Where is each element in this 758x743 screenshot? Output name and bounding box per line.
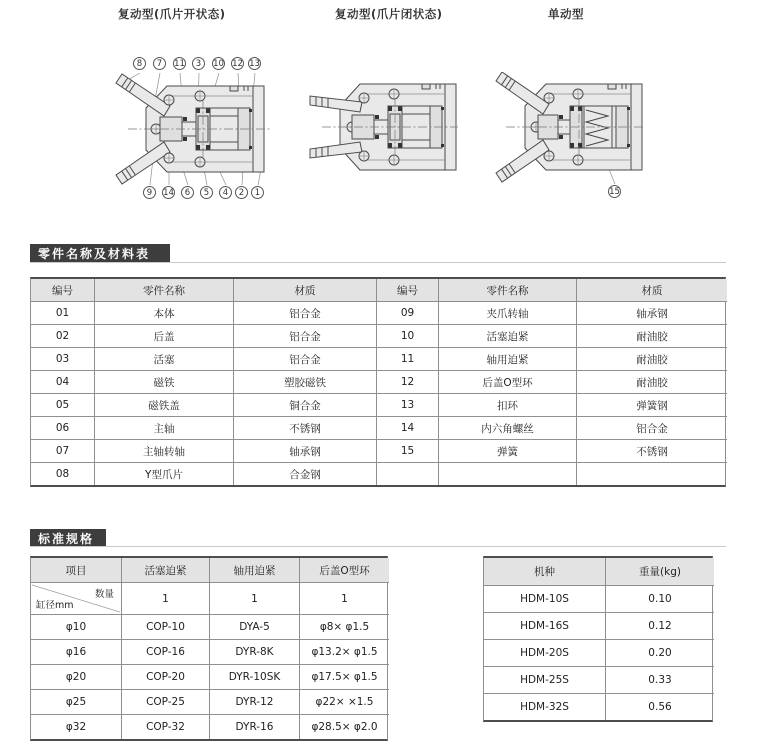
table-cell: 04: [31, 370, 94, 393]
table-cell: HDM-25S: [484, 666, 605, 693]
part-callout: 7: [153, 57, 166, 70]
table-cell: 塑胶磁铁: [233, 370, 376, 393]
table-cell: 耐油胶: [576, 347, 727, 370]
column-header: 活塞迫紧: [121, 558, 209, 582]
table-cell: 15: [376, 439, 438, 462]
table-cell: 扣环: [438, 393, 576, 416]
table-cell: 耐油胶: [576, 324, 727, 347]
table-cell: φ8× φ1.5: [299, 614, 389, 639]
table-cell: 轴用迫紧: [438, 347, 576, 370]
table-cell: 铝合金: [576, 416, 727, 439]
gripper-section-drawing-closed: [308, 72, 460, 182]
table-cell: 夹爪转轴: [438, 301, 576, 324]
table-cell: φ16: [31, 639, 121, 664]
table-cell: φ13.2× φ1.5: [299, 639, 389, 664]
table-cell: DYR-8K: [209, 639, 299, 664]
table-cell: φ28.5× φ2.0: [299, 714, 389, 739]
table-cell: 11: [376, 347, 438, 370]
table-cell: 内六角螺丝: [438, 416, 576, 439]
table-cell: 01: [31, 301, 94, 324]
table-cell: 合金钢: [233, 462, 376, 485]
table-cell: 不锈钢: [576, 439, 727, 462]
gripper-section-drawing-single: [494, 72, 646, 196]
table-cell: 活塞迫紧: [438, 324, 576, 347]
table-cell: 0.10: [605, 585, 714, 612]
column-header: 材质: [233, 279, 376, 301]
table-cell: 不锈钢: [233, 416, 376, 439]
part-callout: 9: [143, 186, 156, 199]
column-header: 编号: [376, 279, 438, 301]
column-header: 重量(kg): [605, 558, 714, 585]
part-callout: 6: [181, 186, 194, 199]
table-cell: 14: [376, 416, 438, 439]
table-cell: 铝合金: [233, 324, 376, 347]
section-underline: [30, 262, 726, 263]
table-cell: 弹簧钢: [576, 393, 727, 416]
table-cell: 主轴转轴: [94, 439, 233, 462]
gripper-diagram-open: [112, 50, 272, 210]
corner-label-bore: 缸径mm: [36, 600, 74, 611]
table-cell: 磁铁: [94, 370, 233, 393]
table-cell: φ10: [31, 614, 121, 639]
table-cell: 13: [376, 393, 438, 416]
table-cell: φ22× ×1.5: [299, 689, 389, 714]
table-cell: 09: [376, 301, 438, 324]
corner-label-quantity: 数量: [94, 589, 114, 600]
table-cell: COP-25: [121, 689, 209, 714]
table-cell: Y型爪片: [94, 462, 233, 485]
gripper-section-drawing-open: [112, 72, 272, 186]
section-title-standard-specs: 标准规格: [30, 529, 106, 547]
table-cell: 06: [31, 416, 94, 439]
parts-materials-table: [30, 277, 726, 487]
table-cell: COP-16: [121, 639, 209, 664]
table-cell: DYA-5: [209, 614, 299, 639]
column-header: 零件名称: [438, 279, 576, 301]
column-header: 机种: [484, 558, 605, 585]
table-cell: 磁铁盖: [94, 393, 233, 416]
table-cell: 后盖: [94, 324, 233, 347]
table-cell: DYR-10SK: [209, 664, 299, 689]
model-weight-table: [483, 556, 713, 722]
part-callout: 4: [219, 186, 232, 199]
table-cell: COP-10: [121, 614, 209, 639]
part-callout: 2: [235, 186, 248, 199]
gripper-diagram-single-acting: [494, 72, 646, 204]
table-cell: 03: [31, 347, 94, 370]
table-cell: COP-32: [121, 714, 209, 739]
table-cell: 1: [209, 582, 299, 614]
column-header: 项目: [31, 558, 121, 582]
table-cell: DYR-16: [209, 714, 299, 739]
diagram-label-double-acting-open: 复动型(爪片开状态): [118, 7, 226, 21]
table-cell: 12: [376, 370, 438, 393]
diagram-label-double-acting-closed: 复动型(爪片闭状态): [335, 7, 443, 21]
table-cell: [376, 462, 438, 485]
diagram-label-single-acting: 单动型: [548, 7, 584, 21]
table-cell: 后盖O型环: [438, 370, 576, 393]
table-cell: HDM-10S: [484, 585, 605, 612]
column-header: 后盖O型环: [299, 558, 389, 582]
table-cell: 02: [31, 324, 94, 347]
table-cell: 1: [299, 582, 389, 614]
part-callout: 10: [213, 59, 224, 69]
table-cell: HDM-20S: [484, 639, 605, 666]
part-callout: 13: [249, 59, 260, 69]
seal-spec-table: [30, 556, 388, 741]
table-cell: 本体: [94, 301, 233, 324]
part-callout: 11: [174, 59, 185, 69]
table-cell: 05: [31, 393, 94, 416]
table-cell: φ32: [31, 714, 121, 739]
table-cell: [438, 462, 576, 485]
table-cell: 07: [31, 439, 94, 462]
table-cell: φ17.5× φ1.5: [299, 664, 389, 689]
table-cell: 1: [121, 582, 209, 614]
gripper-diagram-closed: [308, 72, 460, 182]
table-cell: 轴承钢: [233, 439, 376, 462]
table-cell: 活塞: [94, 347, 233, 370]
table-cell: 0.20: [605, 639, 714, 666]
column-header: 轴用迫紧: [209, 558, 299, 582]
table-cell: 0.33: [605, 666, 714, 693]
part-callout: 5: [200, 186, 213, 199]
table-cell: 弹簧: [438, 439, 576, 462]
column-header: 材质: [576, 279, 727, 301]
column-header: 编号: [31, 279, 94, 301]
table-cell: 耐油胶: [576, 370, 727, 393]
table-cell: 08: [31, 462, 94, 485]
table-cell: 铜合金: [233, 393, 376, 416]
table-cell: 10: [376, 324, 438, 347]
table-cell: φ20: [31, 664, 121, 689]
table-cell: COP-20: [121, 664, 209, 689]
table-cell: 铝合金: [233, 301, 376, 324]
part-callout: 12: [232, 59, 243, 69]
part-callout: 14: [163, 188, 174, 198]
table-cell: [576, 462, 727, 485]
section-title-parts-materials: 零件名称及材料表: [30, 244, 170, 263]
table-cell: 主轴: [94, 416, 233, 439]
table-cell: 轴承钢: [576, 301, 727, 324]
part-callout: 15: [609, 187, 620, 197]
table-cell: 0.56: [605, 693, 714, 720]
table-cell: φ25: [31, 689, 121, 714]
column-header: 零件名称: [94, 279, 233, 301]
table-cell: DYR-12: [209, 689, 299, 714]
section-underline: [30, 546, 726, 547]
table-cell: HDM-32S: [484, 693, 605, 720]
part-callout: 8: [133, 57, 146, 70]
diagonal-header-cell: [31, 582, 121, 614]
table-cell: 铝合金: [233, 347, 376, 370]
table-cell: HDM-16S: [484, 612, 605, 639]
part-callout: 3: [192, 57, 205, 70]
table-cell: 0.12: [605, 612, 714, 639]
part-callout: 1: [251, 186, 264, 199]
